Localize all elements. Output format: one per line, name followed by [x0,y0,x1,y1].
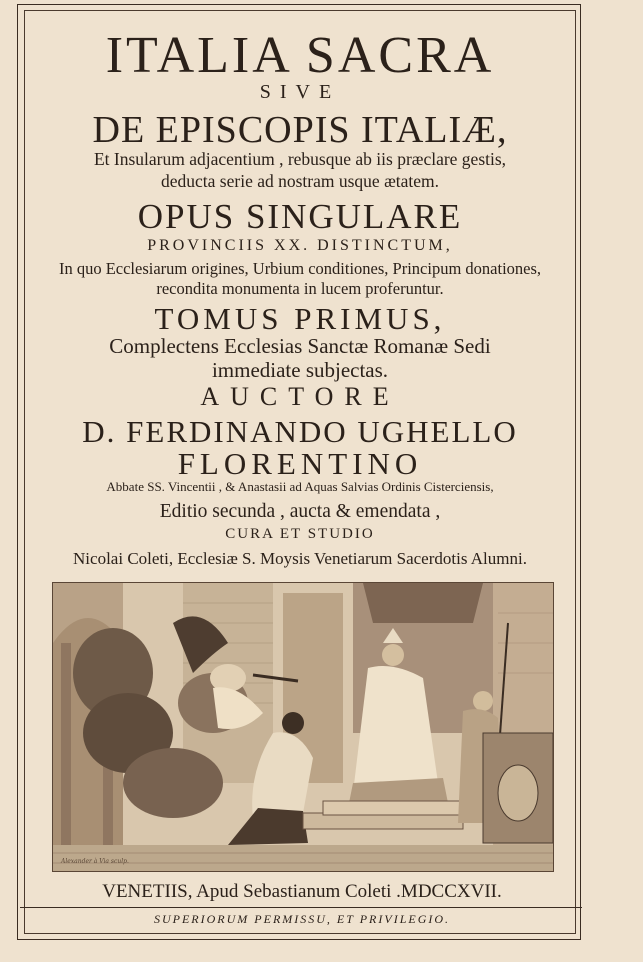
cura-line: CURA ET STUDIO [225,526,375,542]
frontispiece-engraving [52,582,554,872]
auctore-line: AUCTORE [200,382,400,411]
privilege-line: SUPERIORUM PERMISSU, ET PRIVILEGIO. [153,912,451,926]
editor-line: Nicolai Coleti, Ecclesiæ S. Moysis Venetiarum Sacerdotis Alumni. [73,549,527,568]
description-line-2: recondita monumenta in lucem proferuntur. [156,279,444,298]
volume-heading: TOMUS PRIMUS, [154,301,446,336]
opus-heading: OPUS SINGULARE [137,197,463,236]
imprint-line: VENETIIS, Apud Sebastianum Coleti .MDCCXVII. [102,881,502,902]
author-name: D. FERDINANDO UGHELLO [82,414,518,449]
subtitle-line-1: Et Insularum adjacentium , rebusque ab iis præclare gestis, [93,149,507,169]
description-line-1: In quo Ecclesiarum origines, Urbium conditiones, Principum donationes, [58,259,542,278]
subtitle-line-2: deducta serie ad nostram usque ætatem. [161,171,439,191]
provinciis-line: PROVINCIIS XX. DISTINCTUM, [147,237,453,254]
subtitle: DE EPISCOPIS ITALIÆ, [92,109,508,151]
engraving-illustration [53,583,553,871]
imprint-rule [20,907,582,908]
author-title: Abbate SS. Vincentii , & Anastasii ad Aquas Salvias Ordinis Cisterciensis, [106,479,494,494]
main-title: ITALIA SACRA [105,27,495,84]
author-origin: FLORENTINO [177,446,423,481]
contents-line-2: immediate subjectas. [211,358,389,382]
contents-line-1: Complectens Ecclesias Sanctæ Romanæ Sedi [109,334,491,358]
edition-line: Editio secunda , aucta & emendata , [159,501,441,522]
engraver-signature: Alexander à Via sculp. [61,858,129,865]
sive-line: SIVE [259,81,341,103]
